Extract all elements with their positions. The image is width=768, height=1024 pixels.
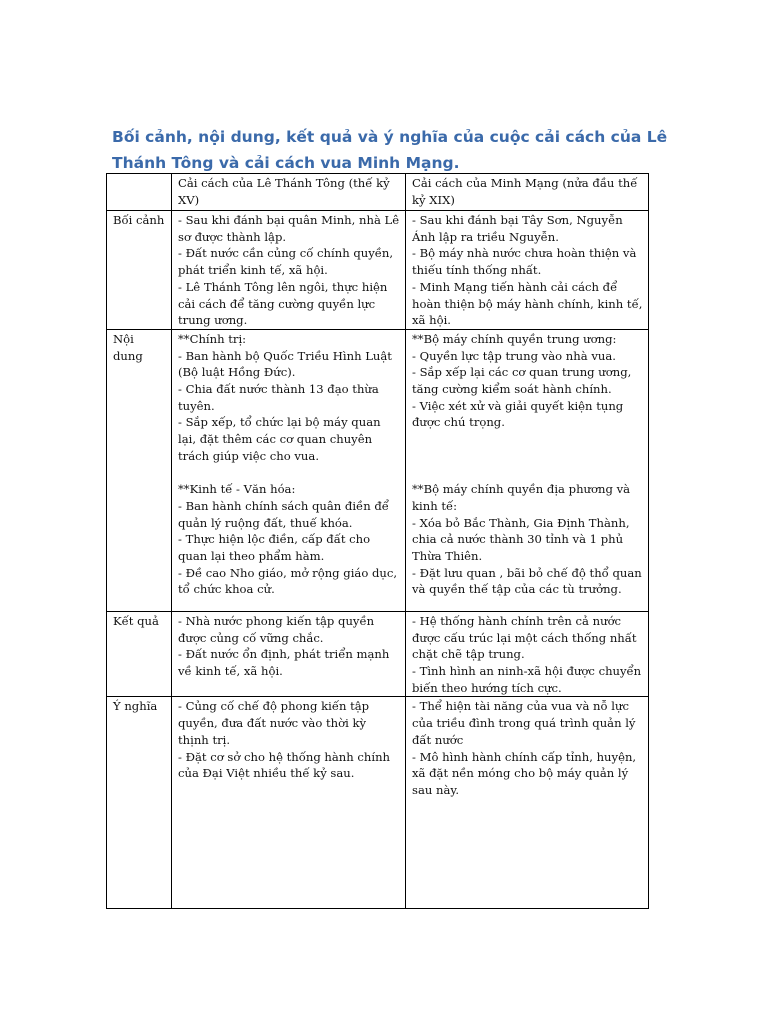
cell-line: **Bộ máy chính quyền trung ương: bbox=[412, 331, 617, 346]
cell-line: - Mô hình hành chính cấp tỉnh, huyện, xã đặt nền móng cho bộ máy quản lý sau này. bbox=[412, 749, 637, 797]
blank-line bbox=[412, 431, 643, 448]
row-label-y-nghia: Ý nghĩa bbox=[107, 697, 172, 909]
cell-line: - Minh Mạng tiến hành cải cách để hoàn thiện bộ máy hành chính, kinh tế, xã hội. bbox=[412, 279, 643, 328]
cell-content bbox=[406, 211, 649, 330]
cell-line: - Quyền lực tập trung vào nhà vua. bbox=[412, 348, 616, 363]
row-noi-dung bbox=[107, 329, 649, 611]
cell-line: - Đề cao Nho giáo, mở rộng giáo dục, tổ chức khoa cử. bbox=[178, 565, 398, 597]
cell-content bbox=[172, 211, 406, 330]
cell-line: - Đất nước ổn định, phát triển mạnh về kinh tế, xã hội. bbox=[178, 647, 390, 679]
table-header-row bbox=[107, 174, 649, 211]
cell-line: **Bộ máy chính quyền địa phương và kinh tế: bbox=[412, 482, 631, 513]
cell-line: - Sắp xếp, tổ chức lại bộ máy quan lại, đặt thêm các cơ quan chuyên trách giúp việc cho vua. bbox=[178, 415, 381, 463]
blank-line bbox=[412, 465, 643, 482]
header-corner-cell bbox=[107, 174, 172, 211]
row-label-boi-canh: Bối cảnh bbox=[107, 211, 172, 330]
cell-content bbox=[172, 697, 406, 909]
cell-line: - Nhà nước phong kiến tập quyền được củng cố vững chắc. bbox=[178, 613, 375, 645]
cell-line: **Chính trị: bbox=[178, 331, 247, 346]
cell-line: - Chia đất nước thành 13 đạo thừa tuyên. bbox=[178, 382, 379, 413]
cell-line: - Thực hiện lộc điền, cấp đất cho quan lại theo phẩm hàm. bbox=[178, 532, 371, 564]
row-label-noi-dung: Nội dung bbox=[107, 329, 172, 611]
cell-line: - Bộ máy nhà nước chưa hoàn thiện và thiếu tính thống nhất. bbox=[412, 246, 637, 278]
cell-line: - Đặt cơ sở cho hệ thống hành chính của Đại Việt nhiều thế kỷ sau. bbox=[178, 749, 391, 781]
blank-line bbox=[412, 448, 643, 465]
cell-line: - Đất nước cần củng cố chính quyền, phát triển kinh tế, xã hội. bbox=[178, 246, 394, 278]
cell-line: - Việc xét xử và giải quyết kiện tụng được chú trọng. bbox=[412, 398, 624, 430]
cell-content bbox=[406, 697, 649, 909]
row-label-ket-qua: Kết quả bbox=[107, 611, 172, 697]
cell-line: - Ban hành chính sách quân điền để quản lý ruộng đất, thuế khóa. bbox=[178, 498, 389, 530]
cell-line: - Xóa bỏ Bắc Thành, Gia Định Thành, chia cả nước thành 30 tỉnh và 1 phủ Thừa Thiên. bbox=[412, 515, 630, 564]
cell-content bbox=[172, 611, 406, 697]
cell-line: - Thể hiện tài năng của vua và nỗ lực của triều đình trong quá trình quản lý đất nước bbox=[412, 699, 636, 747]
cell-line: - Củng cố chế độ phong kiến tập quyền, đưa đất nước vào thời kỳ thịnh trị. bbox=[178, 699, 370, 747]
cell-content bbox=[406, 329, 649, 611]
row-boi-canh bbox=[107, 211, 649, 330]
row-y-nghia bbox=[107, 697, 649, 909]
document-title: Bối cảnh, nội dung, kết quả và ý nghĩa của cuộc cải cách của Lê Thánh Tông và cải cách vua Minh Mạng. bbox=[112, 128, 668, 172]
cell-line: - Tình hình an ninh-xã hội được chuyển biến theo hướng tích cực. bbox=[412, 664, 642, 695]
cell-line: - Hệ thống hành chính trên cả nước được cấu trúc lại một cách thống nhất chặt chẽ tập trung. bbox=[412, 613, 637, 662]
cell-line: **Kinh tế - Văn hóa: bbox=[178, 482, 296, 497]
row-ket-qua bbox=[107, 611, 649, 697]
cell-line: - Sắp xếp lại các cơ quan trung ương, tăng cường kiểm soát hành chính. bbox=[412, 365, 632, 397]
cell-line: - Ban hành bộ Quốc Triều Hình Luật (Bộ luật Hồng Đức). bbox=[178, 348, 392, 380]
header-le-thanh-tong: Cải cách của Lê Thánh Tông (thế kỷ XV) bbox=[172, 174, 406, 211]
cell-content bbox=[406, 611, 649, 697]
comparison-table bbox=[106, 173, 649, 909]
blank-line bbox=[178, 465, 400, 482]
cell-content bbox=[172, 329, 406, 611]
cell-line: - Sau khi đánh bại quân Minh, nhà Lê sơ được thành lập. bbox=[178, 213, 400, 244]
header-minh-mang: Cải cách của Minh Mạng (nửa đầu thế kỷ XIX) bbox=[406, 174, 649, 211]
cell-line: - Sau khi đánh bại Tây Sơn, Nguyễn Ánh lập ra triều Nguyễn. bbox=[412, 213, 623, 244]
cell-line: - Đặt lưu quan , bãi bỏ chế độ thổ quan và quyền thế tập của các tù trưởng. bbox=[412, 565, 642, 597]
cell-line: - Lê Thánh Tông lên ngôi, thực hiện cải cách để tăng cường quyền lực trung ương. bbox=[178, 279, 388, 328]
